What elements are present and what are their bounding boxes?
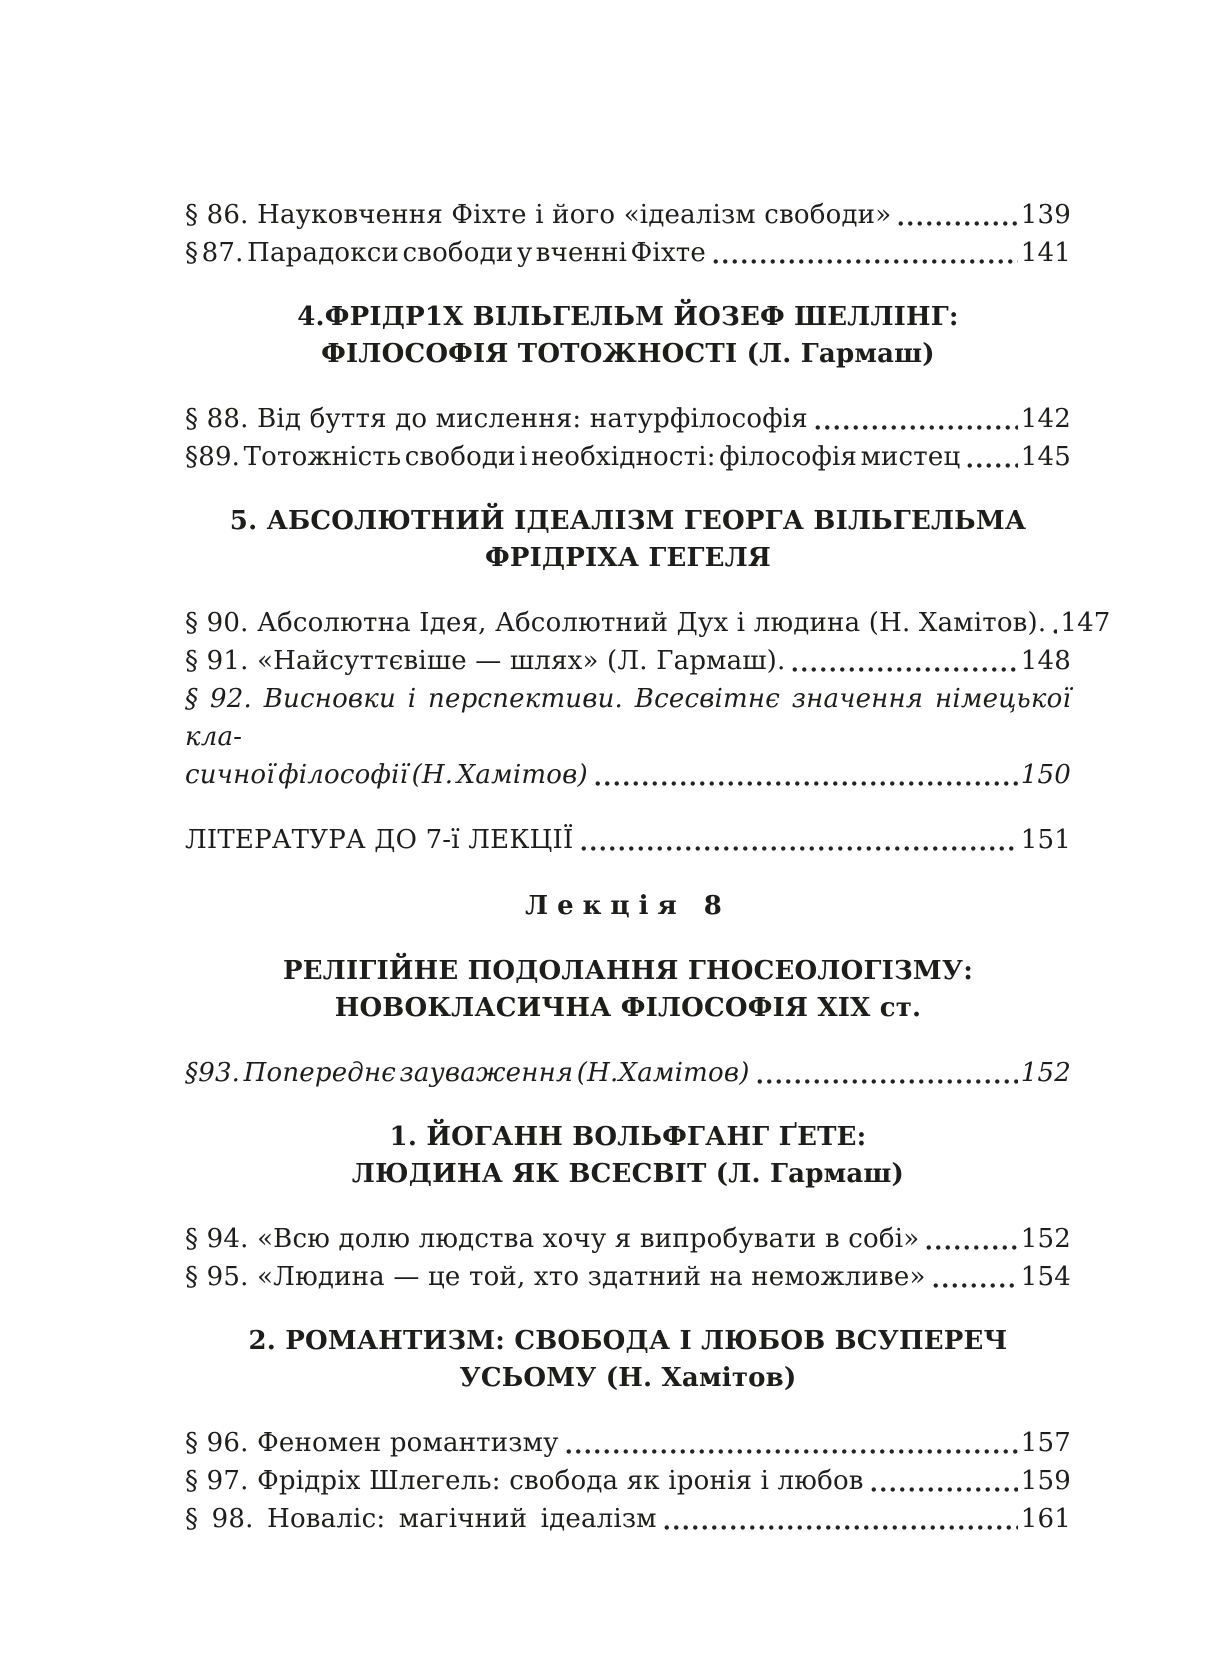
dot-leader <box>813 400 1018 438</box>
dot-leader <box>869 1462 1018 1500</box>
toc-page-number: 139 <box>1020 200 1071 230</box>
dot-leader <box>711 234 1018 272</box>
dot-leader <box>564 1424 1018 1462</box>
dot-leader <box>662 1500 1018 1538</box>
toc-entry-text: § 94. «Всю долю людства хочу я випробувати в собі» <box>185 1224 920 1254</box>
toc-entry-text: § 96. Феномен романтизму <box>185 1428 559 1458</box>
toc-entry-line1: § 92. Висновки і перспективи. Всесвітнє значення німецької кла- <box>185 684 1071 752</box>
toc-page-number: 147 <box>1060 608 1111 638</box>
toc-page-number: 161 <box>1020 1504 1071 1534</box>
toc-entry <box>185 1220 1071 1258</box>
toc-entry <box>185 1054 1071 1092</box>
toc-page-number: 159 <box>1020 1466 1071 1496</box>
section-heading-line: 4.ФРІДР1Х ВІЛЬГЕЛЬМ ЙОЗЕФ ШЕЛЛІНГ: <box>297 302 959 332</box>
dot-leader <box>931 1258 1018 1296</box>
dot-leader <box>1051 604 1057 642</box>
toc-entry-line2-row <box>185 756 1071 794</box>
dot-leader <box>965 438 1017 476</box>
toc-entry-text: § 98. Новаліс: магічний ідеалізм <box>185 1504 657 1534</box>
toc-page-number: 150 <box>1020 760 1071 790</box>
section-heading <box>185 1119 1071 1193</box>
dot-leader <box>924 1220 1017 1258</box>
toc-entry <box>185 1500 1071 1538</box>
toc-page-number: 152 <box>1020 1224 1071 1254</box>
section-heading-line: 1. ЙОГАНН ВОЛЬФГАНГ ҐЕТЕ: <box>389 1122 867 1152</box>
toc-entry-text: § 88. Від буття до мислення: натурфілософія <box>185 404 808 434</box>
section-heading <box>185 953 1071 1027</box>
section-heading <box>185 503 1071 577</box>
table-of-contents <box>185 196 1111 1538</box>
toc-entry <box>185 642 1071 680</box>
section-heading-line: ФІЛОСОФІЯ ТОТОЖНОСТІ (Л. Гармаш) <box>321 339 935 369</box>
toc-entry-text: § 97. Фрідріх Шлегель: свобода як іронія і любов <box>185 1466 864 1496</box>
section-heading-line: УСЬОМУ (Н. Хамітов) <box>459 1363 797 1393</box>
toc-entry <box>185 400 1071 438</box>
dot-leader <box>896 196 1017 234</box>
dot-leader <box>593 756 1018 794</box>
toc-page-number: 157 <box>1020 1428 1071 1458</box>
section-heading-line: НОВОКЛАСИЧНА ФІЛОСОФІЯ XIX ст. <box>334 993 922 1023</box>
toc-entry-text: §93. Попереднє зауваження (Н.Хамітов) <box>185 1058 750 1088</box>
toc-page-number: 141 <box>1020 238 1071 268</box>
section-heading-line: РЕЛІГІЙНЕ ПОДОЛАННЯ ГНОСЕОЛОГІЗМУ: <box>283 956 973 986</box>
toc-page-number: 142 <box>1020 404 1071 434</box>
toc-page-number: 154 <box>1020 1262 1071 1292</box>
toc-page-number: 152 <box>1020 1058 1071 1088</box>
toc-entry <box>185 680 1071 794</box>
toc-entry-text: § 91. «Найсуттєвіше — шлях» (Л. Гармаш). <box>185 646 786 676</box>
toc-entry-text: § 86. Науковчення Фіхте і його «ідеалізм свободи» <box>185 200 892 230</box>
toc-page-number: 151 <box>1020 825 1071 855</box>
toc-entry <box>185 821 1071 859</box>
section-heading <box>185 1323 1071 1397</box>
toc-page-number: 145 <box>1020 442 1071 472</box>
toc-entry-text: § 90. Абсолютна Ідея, Абсолютний Дух і людина (Н. Хамітов). <box>185 608 1047 638</box>
section-heading-line: ЛЮДИНА ЯК ВСЕСВІТ (Л. Гармаш) <box>351 1159 905 1189</box>
dot-leader <box>755 1054 1018 1092</box>
section-heading-line: ФРІДРІХА ГЕГЕЛЯ <box>484 543 772 573</box>
lecture-title: Лекція 8 <box>525 891 731 921</box>
section-heading-line: 2. РОМАНТИЗМ: СВОБОДА І ЛЮБОВ ВСУПЕРЕЧ <box>248 1326 1008 1356</box>
toc-entry-text: § 87. Парадокси свободи у вченні Фіхте <box>185 238 706 268</box>
section-heading <box>185 299 1071 373</box>
dot-leader <box>579 821 1018 859</box>
toc-entry <box>185 438 1071 476</box>
toc-entry <box>185 196 1071 234</box>
toc-page-number: 148 <box>1020 646 1071 676</box>
toc-entry-text: ЛІТЕРАТУРА ДО 7-ї ЛЕКЦІЇ <box>185 825 574 855</box>
dot-leader <box>790 642 1017 680</box>
toc-entry-text: §89. Тотожність свободи і необхідності: філософія мистец <box>185 442 961 472</box>
toc-entry <box>185 234 1071 272</box>
toc-entry <box>185 604 1111 642</box>
toc-entry <box>185 1258 1071 1296</box>
toc-entry <box>185 1424 1071 1462</box>
toc-entry-text: § 95. «Людина — це той, хто здатний на неможливе» <box>185 1262 926 1292</box>
toc-entry-text: сичної філософії (Н. Хамітов) <box>185 760 588 790</box>
section-heading-line: 5. АБСОЛЮТНИЙ ІДЕАЛІЗМ ГЕОРГА ВІЛЬГЕЛЬМА <box>229 506 1027 536</box>
toc-entry <box>185 1462 1071 1500</box>
